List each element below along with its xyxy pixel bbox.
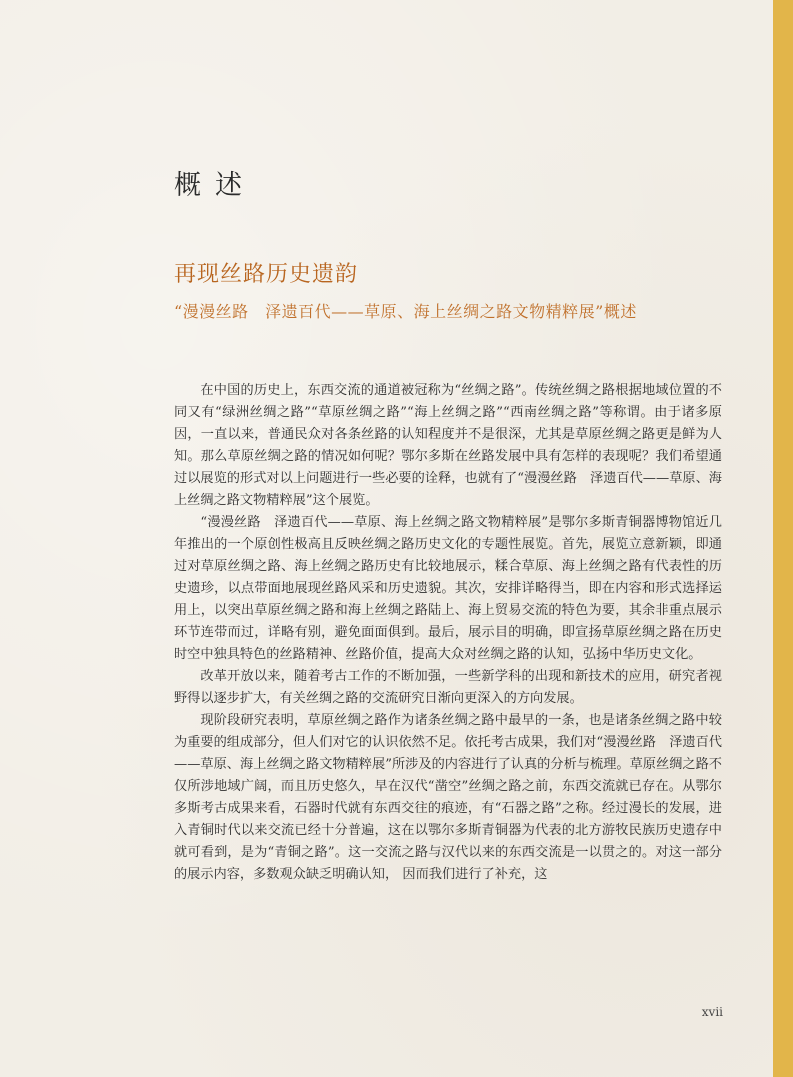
- page-number: xvii: [701, 1005, 723, 1019]
- paragraph-1: 在中国的历史上，东西交流的通道被冠称为“丝绸之路”。传统丝绸之路根据地域位置的不同又有“绿洲丝绸之路”“草原丝绸之路”“海上丝绸之路”“西南丝绸之路”等称谓。由于诸多原因，一直以来，普通民众对各条丝路的认知程度并不是很深，尤其是草原丝绸之路更是鲜为人知。那么草原丝绸之路的情况如何呢？鄂尔多斯在丝路发展中具有怎样的表现呢？我们希望通过以展览的形式对以上问题进行一些必要的诠释，也就有了“漫漫丝路 泽遗百代——草原、海上丝绸之路文物精粹展”这个展览。: [174, 383, 722, 508]
- paragraph-3: 改革开放以来，随着考古工作的不断加强，一些新学科的出现和新技术的应用，研究者视野得以逐步扩大，有关丝绸之路的交流研究日渐向更深入的方向发展。: [174, 669, 722, 706]
- section-title: 再现丝路历史遗韵: [174, 262, 359, 287]
- chapter-title: 概述: [174, 170, 256, 201]
- section-subtitle: “漫漫丝路 泽遗百代——草原、海上丝绸之路文物精粹展”概述: [174, 302, 637, 321]
- chapter-color-strip: [773, 0, 793, 1077]
- body-text: [174, 380, 722, 886]
- paragraph-2: “漫漫丝路 泽遗百代——草原、海上丝绸之路文物精粹展”是鄂尔多斯青铜器博物馆近几年推出的一个原创性极高且反映丝绸之路历史文化的专题性展览。首先，展览立意新颖，即通过对草原丝绸之路、海上丝绸之路历史有比较地展示，糅合草原、海上丝绸之路有代表性的历史遗珍，以点带面地展现丝路风采和历史遗貌。其次，安排详略得当，即在内容和形式选择运用上，以突出草原丝绸之路和海上丝绸之路陆上、海上贸易交流的特色为要，其余非重点展示环节连带而过，详略有别，避免面面俱到。最后，展示目的明确，即宣扬草原丝绸之路在历史时空中独具特色的丝路精神、丝路价值，提高大众对丝绸之路的认知，弘扬中华历史文化。: [174, 515, 722, 662]
- paragraph-4: 现阶段研究表明，草原丝绸之路作为诸条丝绸之路中最早的一条，也是诸条丝绸之路中较为重要的组成部分，但人们对它的认识依然不足。依托考古成果，我们对“漫漫丝路 泽遗百代——草原、海上丝绸之路文物精粹展”所涉及的内容进行了认真的分析与梳理。草原丝绸之路不仅所涉地域广阔，而且历史悠久，早在汉代“凿空”丝绸之路之前，东西交流就已存在。从鄂尔多斯考古成果来看，石器时代就有东西交往的痕迹，有“石器之路”之称。经过漫长的发展，进入青铜时代以来交流已经十分普遍，这在以鄂尔多斯青铜器为代表的北方游牧民族历史遗存中就可看到，是为“青铜之路”。这一交流之路与汉代以来的东西交流是一以贯之的。对这一部分的展示内容，多数观众缺乏明确认知， 因而我们进行了补充，这: [174, 713, 722, 882]
